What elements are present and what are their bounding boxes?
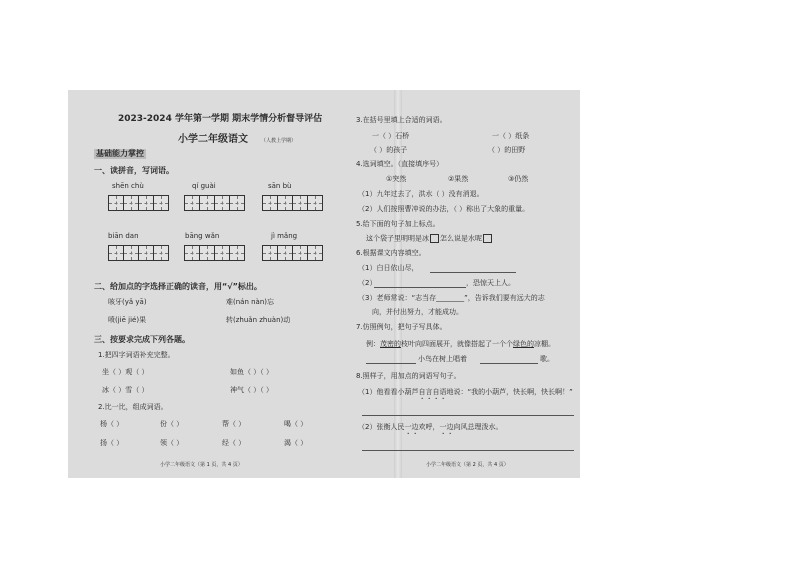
punctuation-text-b: 怎么说是水呢 bbox=[440, 234, 482, 243]
pinyin-2: qí guài bbox=[192, 182, 216, 190]
sentence-2-post: 向风总理泼水。 bbox=[453, 423, 503, 431]
idiom-4[interactable]: 神气（ ）（ ） bbox=[230, 386, 273, 394]
rewrite-sentence-b: 歌。 bbox=[540, 355, 554, 363]
sentence-answer-line-1[interactable] bbox=[362, 415, 574, 416]
quote-line-2: 向，并付出努力，才能成功。 bbox=[372, 308, 463, 316]
choice-1: ①突然 bbox=[386, 175, 407, 183]
fill-word-1[interactable]: 一（ ）石桥 bbox=[372, 132, 410, 140]
section-tag: 基础能力掌控 bbox=[96, 149, 144, 158]
example-underline-1: 茂密的 bbox=[380, 340, 401, 348]
compare-word-6[interactable]: 领（ ） bbox=[160, 439, 184, 447]
punctuation-box-1[interactable] bbox=[430, 234, 439, 243]
writing-grid-5[interactable] bbox=[184, 245, 244, 261]
choice-2: ②果然 bbox=[448, 175, 469, 183]
compare-word-5[interactable]: 扬（ ） bbox=[100, 439, 124, 447]
pronunciation-item-1[interactable]: 咳牙(yǎ yā) bbox=[108, 298, 147, 306]
page-footer-left: 小学二年级语文（第 1 页，共 4 页） bbox=[160, 462, 243, 468]
punctuation-sentence bbox=[366, 234, 493, 244]
punctuation-text-a: 这个袋子里明明是冰 bbox=[366, 234, 429, 243]
example-middle: 枝叶向四面展开，就像搭起了一个个 bbox=[401, 340, 513, 348]
example-underline-2: 绿色的 bbox=[513, 340, 534, 348]
pinyin-3: sān bù bbox=[268, 182, 292, 190]
fill-word-3[interactable]: （ ）的孩子 bbox=[370, 146, 408, 154]
sentence-1-dotted: 自言自语 bbox=[418, 388, 447, 396]
question-3-heading: 三、按要求完成下列各题。 bbox=[94, 335, 190, 344]
idiom-instruction: 1.把四字词语补充完整。 bbox=[98, 351, 175, 359]
rewrite-answer-line-2[interactable] bbox=[480, 363, 538, 364]
compare-word-3[interactable]: 帮（ ） bbox=[222, 420, 246, 428]
sentence-example-2 bbox=[358, 423, 502, 436]
writing-grid-6[interactable] bbox=[262, 245, 322, 261]
pinyin-4: biān dan bbox=[108, 232, 139, 240]
choice-sentence-1[interactable]: （1）九年过去了，洪水（ ）没有消退。 bbox=[358, 190, 484, 198]
pronunciation-item-2[interactable]: 难(nán nàn)忘 bbox=[226, 298, 275, 306]
idiom-1[interactable]: 坐（ ）观（ ） bbox=[102, 368, 149, 376]
example-end: 凉棚。 bbox=[534, 340, 555, 348]
question-r4-heading: 4.选词填空。（直接填序号） bbox=[356, 160, 444, 168]
quote-line-1[interactable]: （3）老师常说：“志当存________”，告诉我们要有远大的志 bbox=[358, 294, 545, 302]
sentence-answer-line-2[interactable] bbox=[362, 450, 574, 451]
writing-grid-3[interactable] bbox=[262, 195, 322, 211]
writing-grid-4[interactable] bbox=[108, 245, 168, 261]
writing-grid-2[interactable] bbox=[184, 195, 244, 211]
question-r6-heading: 6.根据课文内容填空。 bbox=[356, 249, 426, 257]
exam-subtitle: 小学二年级语文 bbox=[178, 134, 248, 145]
compare-instruction: 2.比一比，组成词语。 bbox=[98, 403, 168, 411]
rewrite-answer-line-1[interactable] bbox=[366, 363, 416, 364]
sentence-1-pre: （1）他看看小葫芦 bbox=[358, 388, 419, 396]
sentence-2-dotted-2: 一边 bbox=[439, 423, 454, 431]
sentence-2-dotted-1: 一边 bbox=[404, 423, 419, 431]
question-1-heading: 一、读拼音，写词语。 bbox=[94, 166, 174, 175]
fill-word-4[interactable]: （ ）的田野 bbox=[488, 146, 526, 154]
choice-sentence-2[interactable]: （2）人们按照曹冲说的办法，（ ）称出了大象的重量。 bbox=[358, 205, 530, 213]
example-prefix: 例： bbox=[366, 340, 380, 348]
pronunciation-item-4[interactable]: 转(zhuǎn zhuàn)动 bbox=[226, 316, 291, 324]
compare-word-7[interactable]: 经（ ） bbox=[222, 439, 246, 447]
sentence-1-post: 地说：“我的小葫芦，快长啊，快长啊！” bbox=[446, 388, 573, 396]
page-footer-right: 小学二年级语文（第 2 页，共 4 页） bbox=[426, 462, 509, 468]
pinyin-1: shēn chù bbox=[112, 182, 144, 190]
pinyin-5: bāng wǎn bbox=[185, 232, 220, 240]
pinyin-6: jì mǎng bbox=[271, 232, 298, 240]
poem-answer-line-1[interactable] bbox=[430, 272, 516, 273]
poem-line-1: （1）白日依山尽， bbox=[358, 264, 419, 272]
poem-line-2-label: （2） bbox=[358, 279, 377, 287]
compare-word-1[interactable]: 杨（ ） bbox=[100, 420, 124, 428]
poem-answer-line-2[interactable] bbox=[374, 287, 466, 288]
fill-word-2[interactable]: 一（ ）纸条 bbox=[492, 132, 530, 140]
idiom-2[interactable]: 如鱼（ ）（ ） bbox=[230, 368, 273, 376]
question-r7-heading: 7.仿照例句，把句子写具体。 bbox=[356, 323, 447, 331]
sentence-example-1 bbox=[358, 388, 573, 401]
compare-word-8[interactable]: 渴（ ） bbox=[284, 439, 308, 447]
writing-grid-1[interactable] bbox=[108, 195, 168, 211]
question-r8-heading: 8.照样子，用加点的词语写句子。 bbox=[356, 372, 461, 380]
sentence-2-pre: （2）张衡人民 bbox=[358, 423, 405, 431]
choice-3: ③仍然 bbox=[508, 175, 529, 183]
poem-line-2-text: ，恐惊天上人。 bbox=[466, 279, 515, 287]
rewrite-sentence-a: 小鸟在树上唱着 bbox=[418, 355, 467, 363]
question-r3-heading: 3.在括号里填上合适的词语。 bbox=[356, 116, 447, 124]
exam-paper bbox=[68, 90, 580, 478]
example-sentence bbox=[366, 340, 555, 349]
punctuation-box-2[interactable] bbox=[483, 234, 492, 243]
question-2-heading: 二、给加点的字选择正确的读音，用“√”标出。 bbox=[94, 282, 262, 291]
edition-note: （人教上学期） bbox=[261, 138, 297, 144]
compare-word-2[interactable]: 份（ ） bbox=[160, 420, 184, 428]
compare-word-4[interactable]: 喝（ ） bbox=[284, 420, 308, 428]
exam-title: 2023-2024 学年第一学期 期末学情分析督导评估 bbox=[118, 114, 323, 124]
idiom-3[interactable]: 冰（ ）雪（ ） bbox=[102, 386, 149, 394]
question-r5-heading: 5.给下面的句子加上标点。 bbox=[356, 220, 440, 228]
pronunciation-item-3[interactable]: 喷(jiē jié)果 bbox=[108, 316, 147, 324]
sentence-2-mid: 欢呼， bbox=[418, 423, 440, 431]
